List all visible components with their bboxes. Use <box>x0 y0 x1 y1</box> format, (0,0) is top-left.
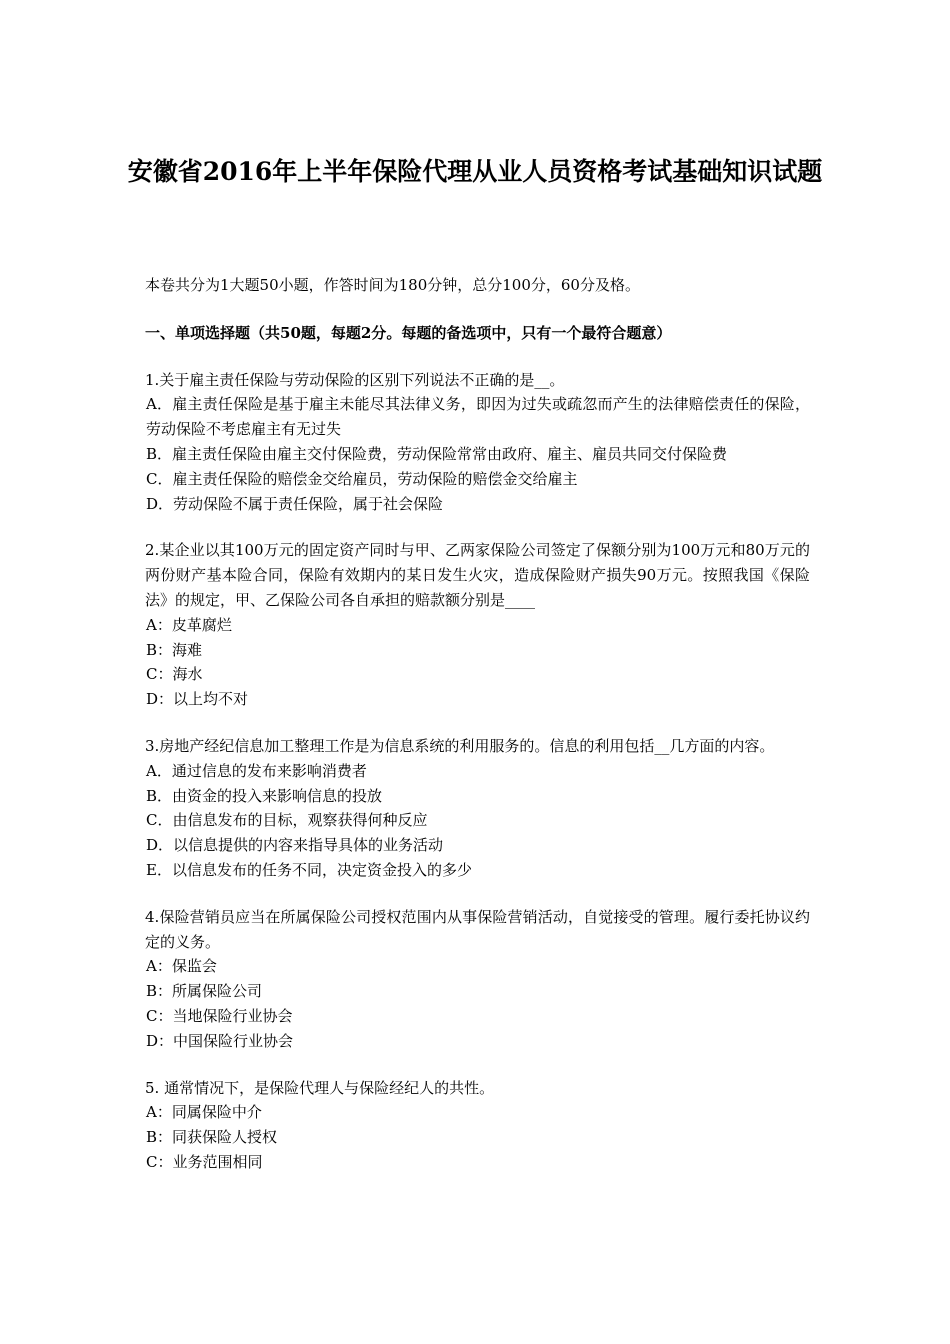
option-b: B．由资金的投入来影响信息的投放 <box>146 786 383 805</box>
option-d: D．以信息提供的内容来指导具体的业务活动 <box>146 836 444 855</box>
question-stem: 3.房地产经纪信息加工整理工作是为信息系统的利用服务的。信息的利用包括__几方面的内容。 <box>145 736 775 755</box>
option-a: A：保监会 <box>146 957 217 976</box>
option-c: C．由信息发布的目标，观察获得何种反应 <box>146 811 428 830</box>
option-b: B：所属保险公司 <box>146 982 263 1001</box>
document-body <box>145 273 810 1175</box>
option-d: D：以上均不对 <box>146 690 249 709</box>
question-5 <box>145 1076 810 1175</box>
option-a: A：同属保险中介 <box>146 1103 262 1122</box>
document-title: 安徽省2016年上半年保险代理从业人员资格考试基础知识试题 <box>127 157 823 186</box>
option-d: D．劳动保险不属于责任保险，属于社会保险 <box>146 494 444 513</box>
option-a: A．雇主责任保险是基于雇主未能尽其法律义务，即因为过失或疏忽而产生的法律赔偿责任的保险，劳动保险不考虑雇主有无过失 <box>146 395 810 439</box>
option-b: B：同获保险人授权 <box>146 1128 278 1147</box>
question-3 <box>145 734 810 883</box>
question-stem: 4.保险营销员应当在所属保险公司授权范围内从事保险营销活动，自觉接受的管理。履行委托协议约定的义务。 <box>145 907 810 951</box>
question-2 <box>145 538 810 712</box>
option-d: D：中国保险行业协会 <box>146 1031 294 1050</box>
question-stem: 1.关于雇主责任保险与劳动保险的区别下列说法不正确的是__。 <box>145 370 565 389</box>
option-b: B．雇主责任保险由雇主交付保险费，劳动保险常常由政府、雇主、雇员共同交付保险费 <box>146 444 728 463</box>
option-a: A：皮革腐烂 <box>146 615 232 634</box>
question-stem: 2.某企业以其100万元的固定资产同时与甲、乙两家保险公司签定了保额分别为100万元和80万元的两份财产基本险合同，保险有效期内的某日发生火灾，造成保险财产损失90万元。按照我国《保险法》的规定，甲、乙保险公司各自承担的赔款额分别是____ <box>145 541 810 609</box>
exam-intro: 本卷共分为1大题50小题，作答时间为180分钟，总分100分，60分及格。 <box>145 276 640 294</box>
question-1 <box>145 368 810 517</box>
option-c: C：业务范围相同 <box>146 1152 263 1171</box>
question-4 <box>145 905 810 1054</box>
option-a: A．通过信息的发布来影响消费者 <box>146 761 367 780</box>
option-e: E．以信息发布的任务不同，决定资金投入的多少 <box>146 860 472 879</box>
option-c: C：当地保险行业协会 <box>146 1006 293 1025</box>
option-c: C：海水 <box>146 665 203 684</box>
question-stem: 5. 通常情况下，是保险代理人与保险经纪人的共性。 <box>145 1078 495 1097</box>
option-c: C．雇主责任保险的赔偿金交给雇员，劳动保险的赔偿金交给雇主 <box>146 469 578 488</box>
section-heading: 一、单项选择题（共50题，每题2分。每题的备选项中，只有一个最符合题意） <box>145 323 672 342</box>
option-b: B：海难 <box>146 640 203 659</box>
